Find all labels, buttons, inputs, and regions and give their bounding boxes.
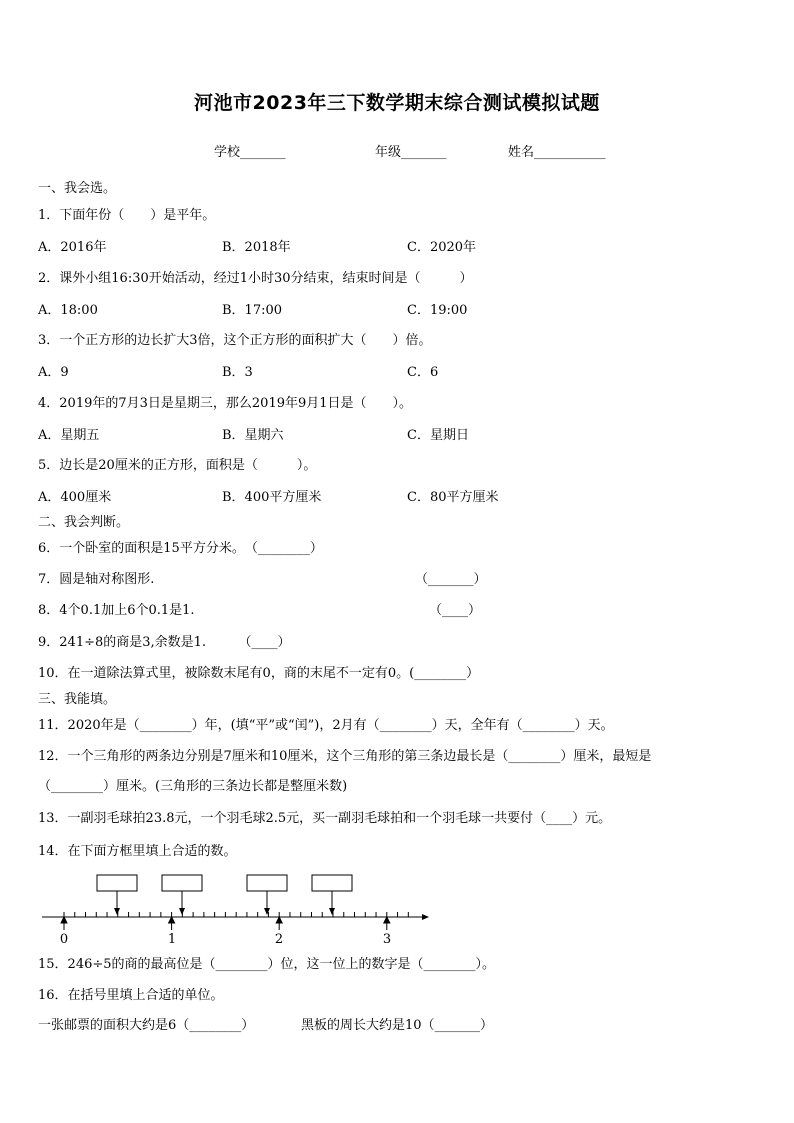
question-5: 5．边长是20厘米的正方形，面积是（ ）。 [38,458,317,473]
question-7: 7．圆是轴对称图形. [38,572,155,587]
answer-box[interactable] [162,875,202,891]
option-b: B．2018年 [222,240,291,255]
option-a: A．9 [38,365,69,380]
tick-label-1: 1 [167,932,177,946]
question-2: 2．课外小组16:30开始活动，经过1小时30分结束，结束时间是（ ） [38,271,473,286]
question-11: 11．2020年是（________）年，(填“平”或“闰”)，2月有（________）天，全年有（________）天。 [38,718,614,733]
question-10: 10．在一道除法算式里，被除数末尾有0，商的末尾不一定有0。(________） [38,666,480,681]
answer-box[interactable] [247,875,287,891]
question-15: 15．246÷5的商的最高位是（________）位，这一位上的数字是（________）。 [38,957,496,972]
question-12-continued: （________）厘米。(三角形的三条边长都是整厘米数) [38,779,348,794]
number-line-figure [40,866,440,946]
question-4: 4．2019年的7月3日是星期三，那么2019年9月1日是（ ）。 [38,396,413,411]
option-a: A．2016年 [38,240,107,255]
section-heading: 二、我会判断。 [38,515,130,530]
grade-field[interactable]: 年级_______ [375,145,447,160]
option-c: C．19:00 [407,303,468,318]
answer-box[interactable] [312,875,352,891]
option-a: A．18:00 [38,303,98,318]
arrow-head [114,908,120,915]
school-field[interactable]: 学校_______ [214,145,286,160]
major-tick-arrow [169,917,175,923]
question-16: 16．在括号里填上合适的单位。 [38,988,224,1003]
tick-label-3: 3 [382,932,392,946]
arrow-head [264,908,270,915]
answer-blank[interactable]: （____） [429,603,482,618]
tick-label-0: 0 [59,932,69,946]
option-a: A．星期五 [38,428,100,443]
question-3: 3．一个正方形的边长扩大3倍，这个正方形的面积扩大（ ）倍。 [38,333,432,348]
option-b: B．3 [222,365,253,380]
section-heading: 一、我会选。 [38,181,117,196]
question-9: 9．241÷8的商是3,余数是1. （____） [38,635,291,650]
option-c: C．80平方厘米 [407,490,499,505]
major-tick-arrow [276,917,282,923]
tick-label-2: 2 [274,932,284,946]
section-heading: 三、我能填。 [38,692,117,707]
answer-blank[interactable]: （_______） [415,572,487,587]
arrow-head [329,908,335,915]
name-field[interactable]: 姓名___________ [508,145,606,160]
question-16-part-a: 一张邮票的面积大约是6（________） [38,1018,255,1033]
question-14: 14．在下面方框里填上合适的数。 [38,844,237,859]
option-b: B．17:00 [222,303,283,318]
answer-box[interactable] [97,875,137,891]
major-tick-arrow [61,917,67,923]
option-b: B．400平方厘米 [222,490,322,505]
major-tick-arrow [384,917,390,923]
question-16-part-b: 黑板的周长大约是10（_______） [301,1018,494,1033]
question-6: 6．一个卧室的面积是15平方分米。 （________） [38,541,323,556]
question-12: 12．一个三角形的两条边分别是7厘米和10厘米，这个三角形的第三条边最长是（________）厘米，最短是 [38,749,652,764]
page-title: 河池市2023年三下数学期末综合测试模拟试题 [194,92,600,114]
option-b: B．星期六 [222,428,284,443]
question-1: 1．下面年份（ ）是平年。 [38,208,216,223]
option-c: C．2020年 [407,240,477,255]
question-8: 8．4个0.1加上6个0.1是1. [38,603,195,618]
option-c: C．6 [407,365,439,380]
question-13: 13．一副羽毛球拍23.8元，一个羽毛球2.5元，买一副羽毛球拍和一个羽毛球一共要付（____）元。 [38,811,612,826]
option-a: A．400厘米 [38,490,112,505]
option-c: C．星期日 [407,428,469,443]
axis-arrow-head [422,914,429,920]
